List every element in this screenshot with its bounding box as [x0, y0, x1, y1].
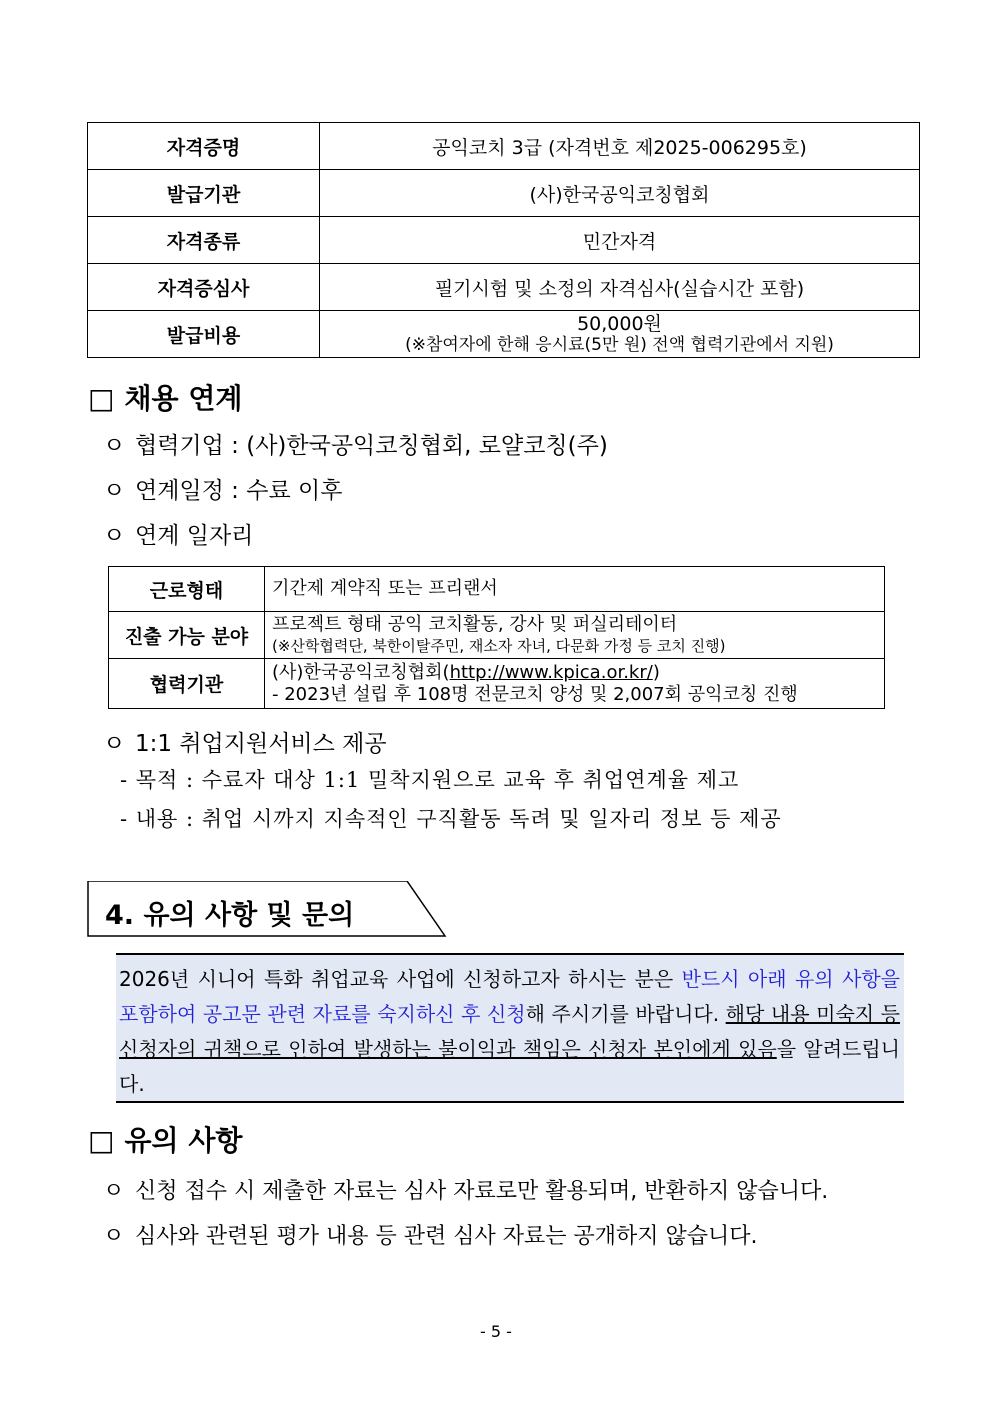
table-row: [109, 659, 885, 709]
section-title: 4. 유의 사항 및 문의: [105, 900, 355, 931]
section-title: 유의 사항: [124, 1124, 243, 1157]
cert-value: 필기시험 및 소정의 자격심사(실습시간 포함): [320, 264, 920, 311]
section-title: 채용 연계: [124, 382, 243, 415]
cert-label: 자격증명: [88, 123, 320, 170]
fee-amount: 50,000원: [577, 313, 662, 335]
list-item: ㅇ 1:1 취업지원서비스 제공: [103, 725, 387, 758]
job-value: 프로젝트 형태 공익 코치활동, 강사 및 퍼실리테이터 (※산학협력단, 북한이탈주민, 재소자 자녀, 다문화 가정 등 코치 진행): [265, 612, 885, 659]
checkbox-square-icon: □: [88, 1124, 115, 1157]
cert-label: 자격종류: [88, 217, 320, 264]
bullet-icon: ㅇ: [103, 1179, 125, 1204]
cert-value: 공익코치 3급 (자격번호 제2025-006295호): [320, 123, 920, 170]
table-row: [88, 264, 920, 311]
job-label: 근로형태: [109, 567, 265, 612]
cert-value: [320, 311, 920, 358]
job-label: 협력기관: [109, 659, 265, 709]
list-item: ㅇ 협력기업 : (사)한국공익코칭협회, 로얄코칭(주): [103, 427, 608, 460]
table-row: [88, 311, 920, 358]
table-row: [109, 612, 885, 659]
section-heading-caution: [88, 1119, 242, 1159]
list-item: ㅇ 연계 일자리: [103, 517, 253, 550]
cert-label: 발급기관: [88, 170, 320, 217]
bullet-icon: ㅇ: [103, 433, 126, 459]
list-item: ㅇ 연계일정 : 수료 이후: [103, 472, 342, 505]
cert-label: 자격증심사: [88, 264, 320, 311]
table-row: [88, 170, 920, 217]
bullet-icon: ㅇ: [103, 1224, 125, 1249]
job-value: (사)한국공익코칭협회(http://www.kpica.or.kr/) - 2023년 설립 후 108명 전문코치 양성 및 2,007회 공익코칭 진행: [265, 659, 885, 709]
job-label: 진출 가능 분야: [109, 612, 265, 659]
fee-note: (※참여자에 한해 응시료(5만 원) 전액 협력기관에서 지원): [405, 335, 834, 355]
page-number: - 5 -: [480, 1322, 512, 1341]
table-row: [88, 123, 920, 170]
cert-value: 민간자격: [320, 217, 920, 264]
table-row: [109, 567, 885, 612]
table-row: [88, 217, 920, 264]
job-note: (※산학협력단, 북한이탈주민, 재소자 자녀, 다문화 가정 등 코치 진행): [272, 637, 726, 655]
list-item: - 목적 : 수료자 대상 1:1 밀착지원으로 교육 후 취업연계율 제고: [120, 768, 740, 792]
notice-box: 2026년 시니어 특화 취업교육 사업에 신청하고자 하시는 분은 반드시 아래 유의 사항을 포함하여 공고문 관련 자료를 숙지하신 후 신청해 주시기를 바랍니다. 해당 내용 미숙지 등 신청자의 귀책으로 인하여 발생하는 불이익과 책임은 신청자 본인에게 있음을 알려드립니다.: [116, 953, 904, 1103]
bullet-icon: ㅇ: [103, 731, 126, 757]
kpica-website-link[interactable]: http://www.kpica.or.kr/: [449, 661, 653, 683]
section-4-title-tab: [87, 881, 445, 937]
list-item: - 내용 : 취업 시까지 지속적인 구직활동 독려 및 일자리 정보 등 제공: [120, 807, 782, 831]
cert-label: 발급비용: [88, 311, 320, 358]
bullet-icon: ㅇ: [103, 523, 126, 549]
certificate-table: [87, 122, 920, 358]
job-linkage-table: [108, 566, 885, 709]
cert-value: (사)한국공익코칭협회: [320, 170, 920, 217]
job-value: 기간제 계약직 또는 프리랜서: [265, 567, 885, 612]
list-item: ㅇ 심사와 관련된 평가 내용 등 관련 심사 자료는 공개하지 않습니다.: [103, 1219, 758, 1250]
emphasis-text: 반드시 아래 유의 사항을 포함하여 공고문 관련 자료를 숙지하신 후 신청: [119, 967, 900, 1026]
underlined-text: 해당 내용 미숙지 등 신청자의 귀책으로 인하여 발생하는 불이익과 책임은 신청자 본인에게 있음: [119, 1002, 900, 1061]
checkbox-square-icon: □: [88, 382, 115, 415]
section-heading-employment: [88, 377, 242, 417]
bullet-icon: ㅇ: [103, 478, 126, 504]
list-item: ㅇ 신청 접수 시 제출한 자료는 심사 자료로만 활용되며, 반환하지 않습니다.: [103, 1174, 828, 1205]
